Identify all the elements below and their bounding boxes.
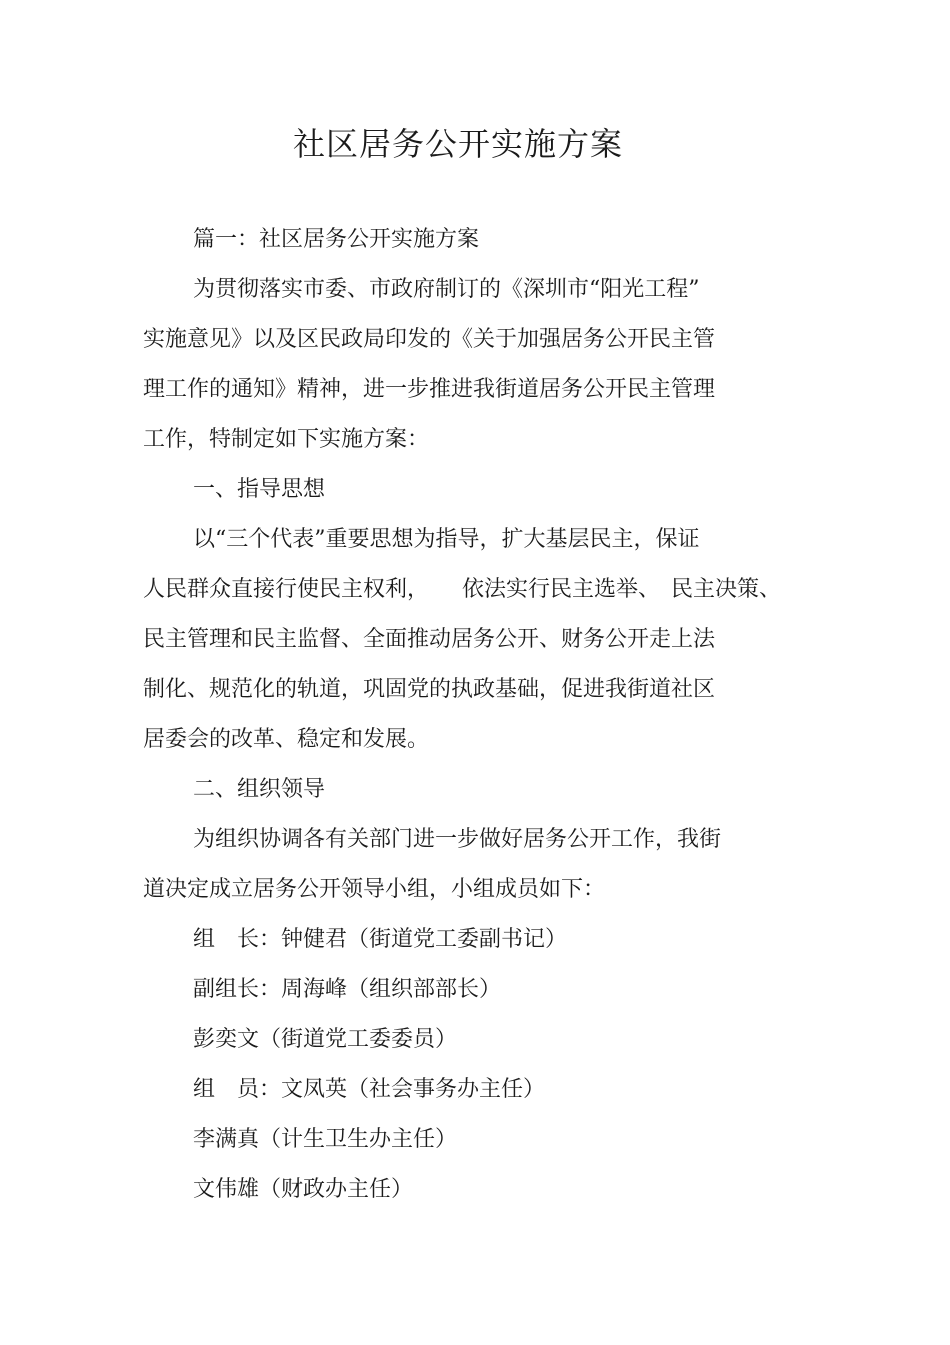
paragraph-line: 人民群众直接行使民主权利， 依法实行民主选举、 民主决策、	[143, 577, 782, 602]
member-line: 副组长：周海峰（组织部部长）	[193, 977, 502, 1002]
document-title: 社区居务公开实施方案	[292, 125, 623, 163]
paragraph-line: 道决定成立居务公开领导小组，小组成员如下：	[143, 877, 606, 902]
paragraph-line: 工作，特制定如下实施方案：	[143, 427, 430, 452]
member-line: 李满真（计生卫生办主任）	[193, 1127, 458, 1152]
paragraph-line: 理工作的通知》精神，进一步推进我街道居务公开民主管理	[143, 377, 716, 402]
paragraph-line: 制化、规范化的轨道，巩固党的执政基础，促进我街道社区	[143, 677, 716, 702]
member-line: 组 员：文凤英（社会事务办主任）	[193, 1077, 546, 1102]
paragraph-line: 为贯彻落实市委、市政府制订的《深圳市“阳光工程”	[193, 277, 700, 302]
member-line: 文伟雄（财政办主任）	[193, 1177, 414, 1202]
section-heading-guiding-thought: 一、指导思想	[193, 477, 326, 502]
paragraph-line: 以“三个代表”重要思想为指导，扩大基层民主，保证	[193, 527, 700, 552]
paragraph-line: 实施意见》以及区民政局印发的《关于加强居务公开民主管	[143, 327, 716, 352]
member-line: 组 长：钟健君（街道党工委副书记）	[193, 927, 568, 952]
member-line: 彭奕文（街道党工委委员）	[193, 1027, 458, 1052]
section-heading-pian-yi: 篇一：社区居务公开实施方案	[193, 227, 480, 252]
section-heading-organization: 二、组织领导	[193, 777, 326, 802]
paragraph-line: 居委会的改革、稳定和发展。	[143, 727, 430, 752]
paragraph-line: 民主管理和民主监督、全面推动居务公开、财务公开走上法	[143, 627, 716, 652]
paragraph-line: 为组织协调各有关部门进一步做好居务公开工作，我街	[193, 827, 722, 852]
